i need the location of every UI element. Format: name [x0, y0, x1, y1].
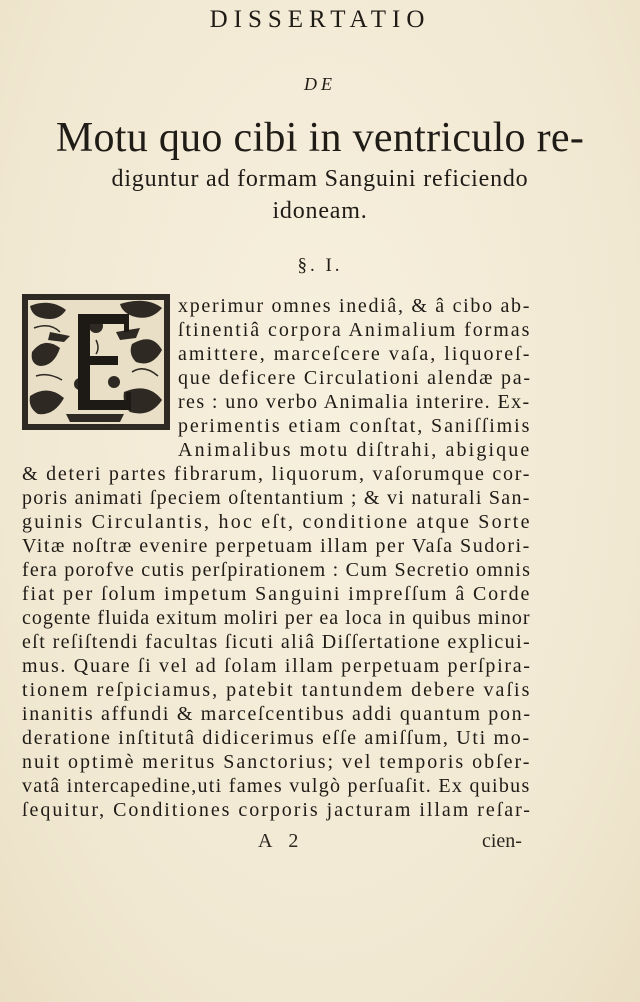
body-line: ſequitur, Conditiones corporis jacturam illam reſar-: [22, 799, 532, 821]
body-line: deratione inſtitutâ didicerimus eſſe amiſſum, Uti mo-: [22, 727, 531, 749]
body-line: & deteri partes fibrarum, liquorum, vaſorumque cor-: [22, 463, 532, 485]
body-line: fera porofve cutis perſpirationem : Cum Secretio omnis: [22, 559, 532, 581]
catchword: cien-: [482, 830, 522, 852]
section-heading: §. I.: [297, 255, 343, 276]
body-line: xperimur omnes inediâ, & â cibo ab-: [178, 295, 532, 317]
body-line: eſt reſiſtendi facultas ſicuti aliâ Diſſertatione explicui-: [22, 631, 532, 653]
signature-mark: A 2: [258, 830, 305, 852]
body-line: vatâ intercapedine,uti fames vulgò perſuaſit. Ex quibus: [22, 775, 531, 797]
body-line: poris animati ſpeciem oſtentantium ; & vi naturali San-: [22, 487, 531, 509]
title-preposition: DE: [304, 74, 336, 94]
body-line: amittere, marceſcere vaſa, liquoreſ-: [178, 343, 532, 365]
body-line: nuit optimè meritus Sanctorius; vel temporis obſer-: [22, 751, 532, 773]
title-line-3: idoneam.: [272, 198, 368, 224]
body-line: Animalibus motu diſtrahi, abigique: [178, 439, 532, 461]
title-line-2: diguntur ad formam Sanguini reficiendo: [111, 166, 529, 192]
title-line-1: Motu quo cibi in ventriculo re-: [55, 115, 585, 161]
body-line: cogente fluida exitum moliri per ea loca in quibus minor: [22, 607, 531, 629]
body-line: guinis Circulantis, hoc eſt, conditione atque Sorte: [22, 511, 532, 533]
decorated-initial-woodcut: [20, 292, 172, 432]
body-line: perimentis etiam conſtat, Saniſſimis: [178, 415, 532, 437]
body-line: fiat per ſolum impetum Sanguini impreſſum â Corde: [22, 583, 532, 605]
initial-letter: E: [20, 292, 21, 293]
body-line: ſtinentiâ corpora Animalium formas: [178, 319, 532, 341]
body-line: tionem reſpiciamus, patebit tantundem debere vaſis: [22, 679, 532, 701]
body-line: inanitis affundi & marceſcentibus addi quantum pon-: [22, 703, 532, 725]
dissertation-title: [30, 114, 610, 226]
body-line: Vitæ noſtræ evenire perpetuam illam per Vaſa Sudori-: [22, 535, 531, 557]
body-line: res : uno verbo Animalia interire. Ex-: [178, 391, 531, 413]
running-head: DISSERTATIO: [209, 6, 431, 33]
body-line: mus. Quare ſi vel ad ſolam illam perpetuam perſpira-: [22, 655, 532, 677]
body-line: que deficere Circulationi alendæ pa-: [178, 367, 532, 389]
